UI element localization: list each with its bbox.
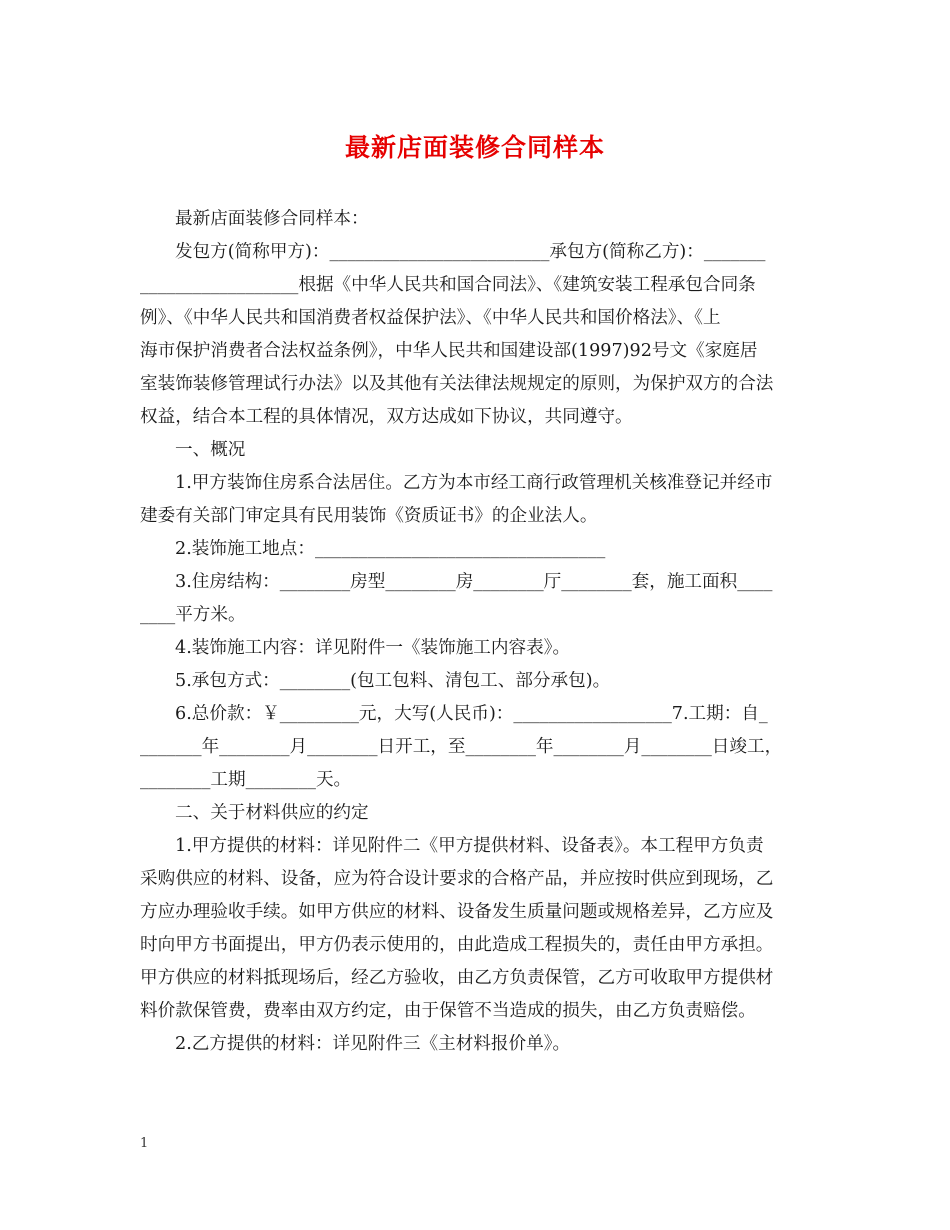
- page-number: 1: [140, 1136, 149, 1151]
- clause-line: 料价款保管费，费率由双方约定，由于保管不当造成的损失，由乙方负责赔偿。: [140, 1001, 756, 1021]
- clause-line: 方应办理验收手续。如甲方供应的材料、设备发生质量问题或规格差异，乙方应及: [140, 902, 774, 922]
- clause-line: 3.住房结构：________房型________房________厅________套，施工面积____: [175, 572, 773, 592]
- clause-line: _______年________月________日开工，至________年________月________日竣工，: [140, 737, 783, 757]
- clause-line: 1.甲方提供的材料：详见附件二《甲方提供材料、设备表》。本工程甲方负责: [175, 836, 764, 856]
- clause-line: 5.承包方式：________(包工包料、清包工、部分承包)。: [175, 671, 611, 691]
- clause-line: 建委有关部门审定具有民用装饰《资质证书》的企业法人。: [140, 506, 598, 526]
- body-line: 例》、《中华人民共和国消费者权益保护法》、《中华人民共和国价格法》、《上: [140, 308, 721, 328]
- intro-line: 最新店面装修合同样本：: [175, 209, 369, 229]
- clause-line: 1.甲方装饰住房系合法居住。乙方为本市经工商行政管理机关核准登记并经市: [175, 473, 773, 493]
- clause-line: 4.装饰施工内容：详见附件一《装饰施工内容表》。: [175, 638, 571, 658]
- body-line: 海市保护消费者合法权益条例》，中华人民共和国建设部(1997)92号文《家庭居: [140, 341, 758, 361]
- body-line: 权益，结合本工程的具体情况，双方达成如下协议，共同遵守。: [140, 407, 633, 427]
- body-line: 室装饰装修管理试行办法》以及其他有关法律法规规定的原则，为保护双方的合法: [140, 374, 774, 394]
- clause-line: 2.乙方提供的材料：详见附件三《主材料报价单》。: [175, 1034, 571, 1054]
- document-title: 最新店面装修合同样本: [344, 133, 605, 162]
- section-heading: 一、概况: [175, 440, 246, 460]
- section-heading: 二、关于材料供应的约定: [175, 803, 369, 823]
- body-line: __________________根据《中华人民共和国合同法》、《建筑安装工程承包合同条: [140, 275, 756, 295]
- clause-line: ____平方米。: [140, 605, 246, 625]
- clause-line: 6.总价款：￥_________元，大写(人民币)：__________________7.工期：自_: [175, 704, 768, 724]
- clause-line: ________工期________天。: [140, 770, 352, 790]
- parties-line: 发包方(简称甲方)：_________________________承包方(简称乙方)：_______: [175, 242, 766, 262]
- document-body: [140, 203, 812, 1061]
- clause-line: 时向甲方书面提出，甲方仍表示使用的，由此造成工程损失的，责任由甲方承担。: [140, 935, 774, 955]
- clause-line: 2.装饰施工地点：_________________________________: [175, 539, 606, 559]
- clause-line: 采购供应的材料、设备，应为符合设计要求的合格产品，并应按时供应到现场，乙: [140, 869, 774, 889]
- clause-line: 甲方供应的材料抵现场后，经乙方验收，由乙方负责保管，乙方可收取甲方提供材: [140, 968, 774, 988]
